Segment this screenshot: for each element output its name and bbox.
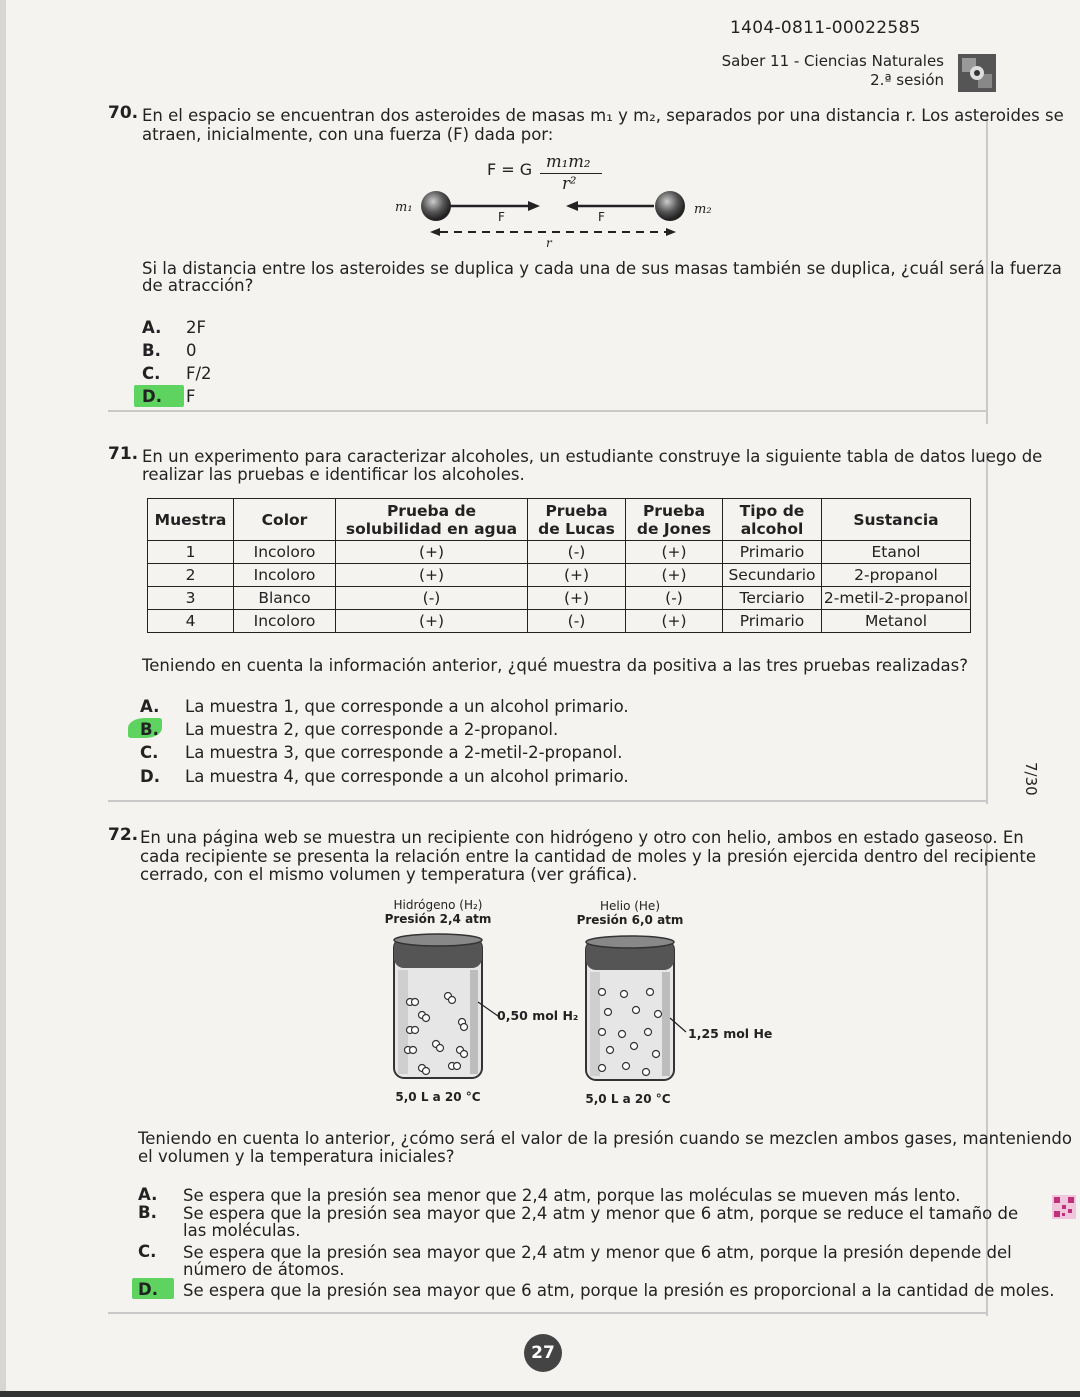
table-cell: (-) [626, 587, 723, 610]
table-cell: (-) [336, 587, 528, 610]
formula-denominator: r² [562, 174, 577, 193]
q72-question-line2: el volumen y la temperatura iniciales? [138, 1147, 455, 1166]
table-cell: 4 [148, 610, 234, 633]
table-cell: Primario [723, 610, 822, 633]
label-m1: m₁ [395, 200, 413, 215]
table-row [148, 541, 971, 564]
table-header: Tipo de alcohol [723, 499, 822, 541]
table-cell: (+) [626, 564, 723, 587]
q72-question-line1: Teniendo en cuenta lo anterior, ¿cómo será el valor de la presión cuando se mezclen ambos gases, manteniendo [138, 1129, 1072, 1148]
q72-number: 72. [108, 825, 139, 845]
table-header: Muestra [148, 499, 234, 541]
option-letter: A. [142, 318, 162, 337]
exam-title: Saber 11 - Ciencias Naturales [721, 52, 944, 70]
table-header: Prueba de Jones [626, 499, 723, 541]
table-cell: 2 [148, 564, 234, 587]
q70-stem-line2: atraen, inicialmente, con una fuerza (F) dada por: [142, 125, 554, 144]
alcohol-data-table [147, 498, 971, 633]
table-cell: (+) [336, 541, 528, 564]
table-cell: (-) [528, 541, 626, 564]
side-page-marker: 7/30 [1022, 762, 1040, 796]
option-letter: A. [138, 1185, 158, 1204]
formula-numerator: m₁m₂ [546, 152, 591, 171]
table-cell: (-) [528, 610, 626, 633]
q70-question-line1: Si la distancia entre los asteroides se duplica y cada una de sus masas también se duplica, ¿cuál será la fuerza [142, 259, 1062, 278]
option-letter: B. [140, 720, 159, 739]
helium-title: Helio (He) [600, 899, 660, 913]
label-force-1: F [498, 210, 505, 224]
table-cell: Etanol [822, 541, 971, 564]
option-text: Se espera que la presión sea menor que 2,4 atm, porque las moléculas se mueven más lento. [183, 1186, 961, 1205]
option-text: 0 [186, 341, 197, 360]
q70-question-line2: de atracción? [142, 276, 254, 295]
table-row [148, 610, 971, 633]
table-cell: Incoloro [234, 564, 336, 587]
option-letter: A. [140, 697, 160, 716]
option-text: La muestra 2, que corresponde a 2-propanol. [185, 720, 559, 739]
option-text-cont: las moléculas. [183, 1221, 301, 1240]
option-letter: D. [138, 1280, 158, 1299]
table-row [148, 564, 971, 587]
hydrogen-pressure: Presión 2,4 atm [384, 912, 492, 926]
table-cell: Incoloro [234, 610, 336, 633]
table-cell: (+) [336, 610, 528, 633]
label-m2: m₂ [694, 202, 712, 217]
q71-number: 71. [108, 444, 139, 464]
page-number: 27 [524, 1334, 562, 1372]
table-header-row [148, 499, 971, 541]
q70-number: 70. [108, 103, 139, 123]
option-letter: C. [142, 364, 161, 383]
option-letter: B. [142, 341, 161, 360]
q72-stem-line3: cerrado, con el mismo volumen y temperatura (ver gráfica). [140, 865, 638, 884]
table-cell: Incoloro [234, 541, 336, 564]
hydrogen-title: Hidrógeno (H₂) [393, 898, 483, 912]
table-cell: 3 [148, 587, 234, 610]
option-text: F/2 [186, 364, 212, 383]
q72-stem-line1: En una página web se muestra un recipiente con hidrógeno y otro con helio, ambos en estado gaseoso. En [140, 828, 1024, 847]
option-letter: C. [140, 743, 159, 762]
table-cell: (+) [528, 564, 626, 587]
exam-session: 2.ª sesión [870, 71, 944, 89]
table-header: Prueba de solubilidad en agua [336, 499, 528, 541]
table-cell: (+) [626, 541, 723, 564]
table-cell: (+) [626, 610, 723, 633]
option-letter: C. [138, 1242, 157, 1261]
q71-frame-bottom [108, 800, 988, 802]
table-row [148, 587, 971, 610]
q71-frame-right [986, 452, 988, 804]
table-cell: (+) [528, 587, 626, 610]
table-cell: 1 [148, 541, 234, 564]
table-cell: (+) [336, 564, 528, 587]
helium-pressure: Presión 6,0 atm [576, 913, 684, 927]
formula-lhs: F = G [487, 160, 533, 179]
asteroid-m2 [655, 191, 685, 221]
page-edge [0, 0, 6, 1397]
option-text: Se espera que la presión sea mayor que 2,4 atm y menor que 6 atm, porque la presión depende del [183, 1243, 1012, 1262]
table-header: Prueba de Lucas [528, 499, 626, 541]
option-text: La muestra 3, que corresponde a 2-metil-2-propanol. [185, 743, 623, 762]
hydrogen-container [390, 932, 490, 1082]
helium-pointer [668, 1016, 688, 1034]
exam-header [722, 52, 944, 90]
asteroid-diagram [390, 185, 720, 245]
table-cell: Blanco [234, 587, 336, 610]
table-cell: 2-propanol [822, 564, 971, 587]
table-header: Sustancia [822, 499, 971, 541]
option-text: La muestra 4, que corresponde a un alcohol primario. [185, 767, 629, 786]
label-distance: r [546, 236, 552, 250]
table-cell: Terciario [723, 587, 822, 610]
helium-conditions: 5,0 L a 20 °C [585, 1092, 671, 1106]
option-text: 2F [186, 318, 206, 337]
q71-stem-line1: En un experimento para caracterizar alcoholes, un estudiante construye la siguiente tabla de datos luego de [142, 447, 1043, 466]
q71-question: Teniendo en cuenta la información anterior, ¿qué muestra da positiva a las tres pruebas realizadas? [142, 656, 969, 675]
q72-frame-bottom [108, 1312, 988, 1314]
q70-stem-line1: En el espacio se encuentran dos asteroides de masas m₁ y m₂, separados por una distancia r. Los asteroides se [142, 106, 1064, 125]
option-text: Se espera que la presión sea mayor que 2,4 atm y menor que 6 atm, porque se reduce el tamaño de [183, 1204, 1019, 1223]
option-text: La muestra 1, que corresponde a un alcohol primario. [185, 697, 629, 716]
table-header: Color [234, 499, 336, 541]
option-letter: D. [142, 387, 162, 406]
hydrogen-conditions: 5,0 L a 20 °C [395, 1090, 481, 1104]
table-cell: Metanol [822, 610, 971, 633]
table-cell: Secundario [723, 564, 822, 587]
option-letter: B. [138, 1203, 157, 1222]
document-code: 1404-0811-00022585 [730, 18, 921, 38]
table-cell: Primario [723, 541, 822, 564]
page-bottom-edge [0, 1391, 1080, 1397]
q71-stem-line2: realizar las pruebas e identificar los alcoholes. [142, 465, 525, 484]
q70-frame-bottom [108, 410, 988, 412]
option-text: F [186, 387, 196, 406]
exam-logo-icon [958, 54, 996, 92]
label-force-2: F [598, 210, 605, 224]
option-text: Se espera que la presión sea mayor que 6 atm, porque la presión es proporcional a la cantidad de moles. [183, 1281, 1055, 1300]
option-text-cont: número de átomos. [183, 1260, 345, 1279]
option-letter: D. [140, 767, 160, 786]
qr-code-icon [1052, 1195, 1076, 1219]
q72-stem-line2: cada recipiente se presenta la relación entre la cantidad de moles y la presión ejercida dentro del recipiente [140, 847, 1037, 866]
table-cell: 2-metil-2-propanol [822, 587, 971, 610]
helium-container [582, 934, 682, 1084]
hydrogen-amount: 0,50 mol H₂ [497, 1008, 579, 1023]
helium-amount: 1,25 mol He [688, 1026, 773, 1041]
asteroid-m1 [421, 191, 451, 221]
